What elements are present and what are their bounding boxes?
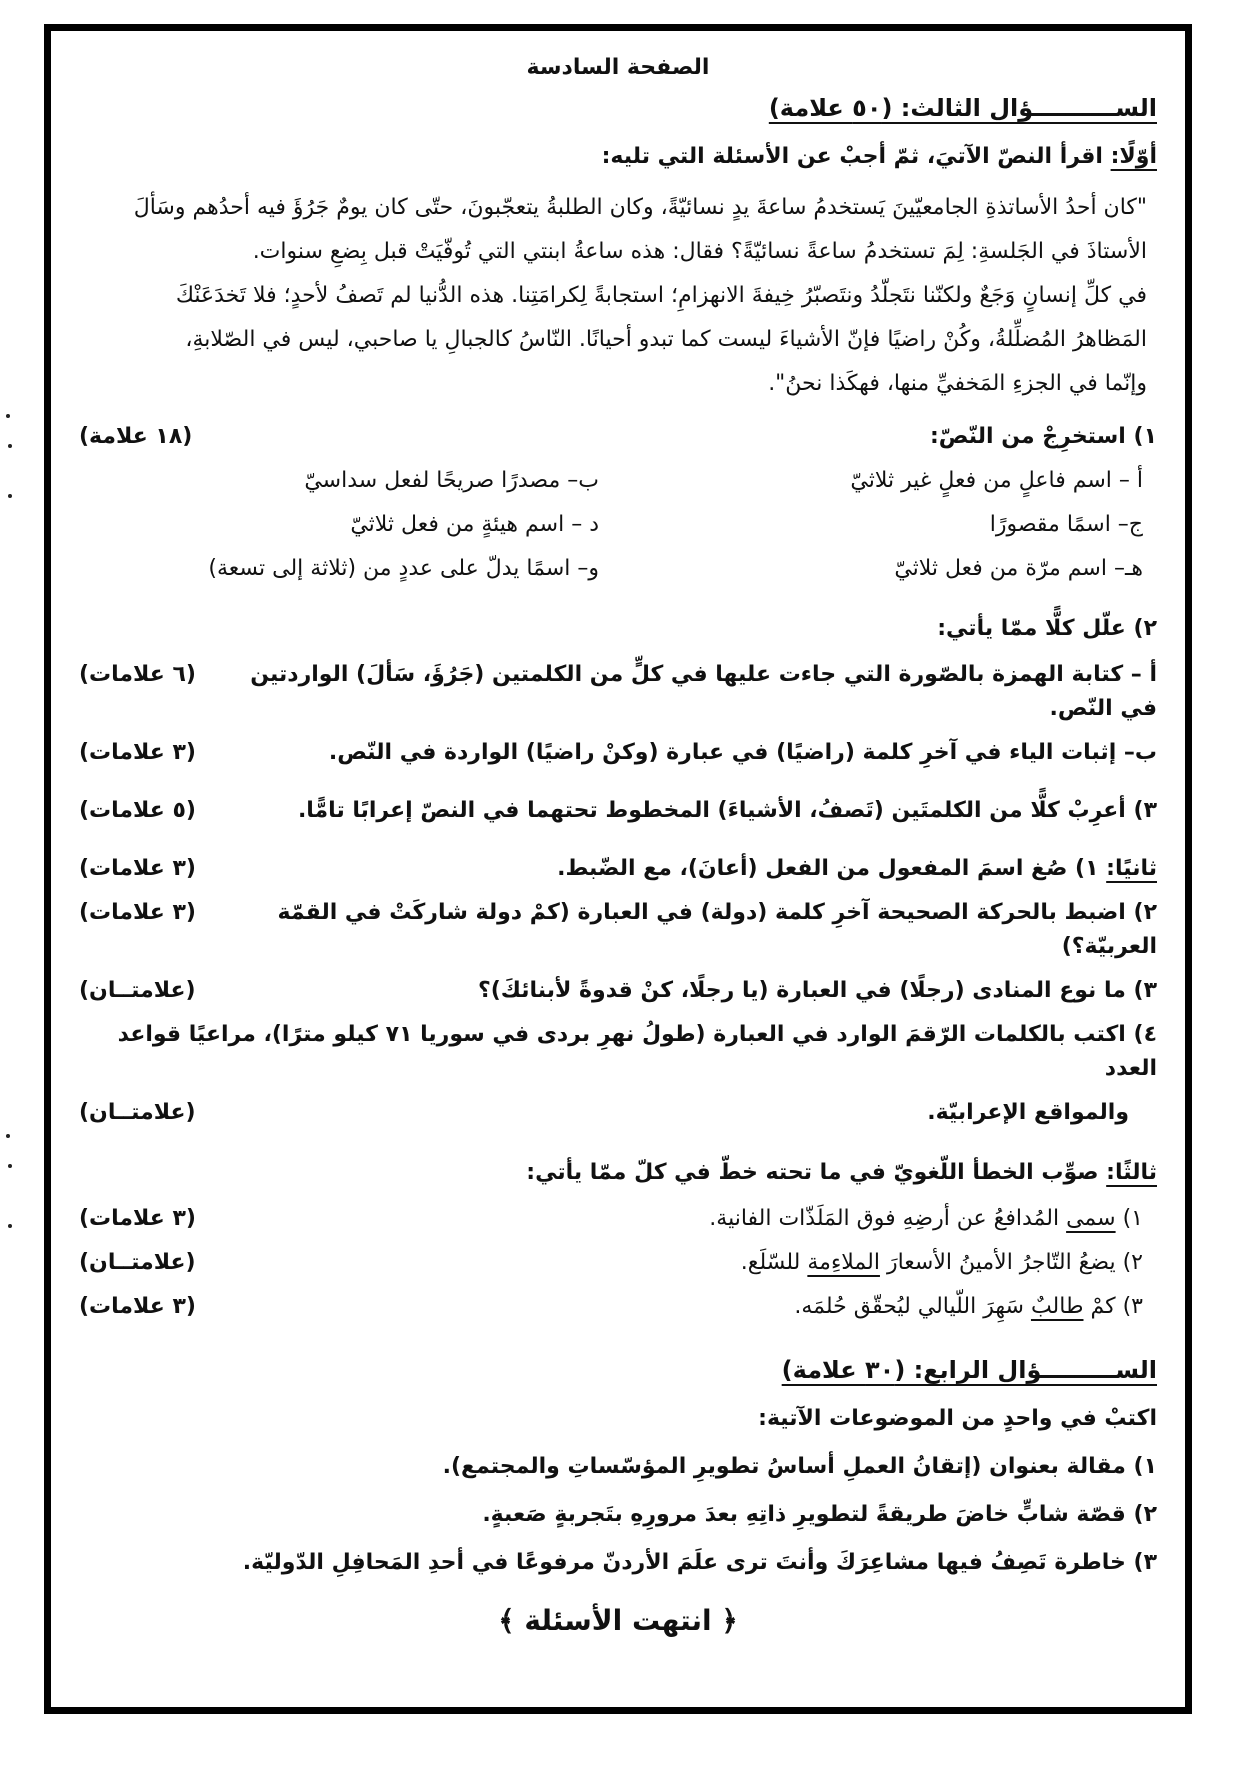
second-item-4: ٤) اكتب بالكلمات الرّقمَ الوارد في العبارة (طولُ نهرِ بردى في سوريا ٧١ كيلو مترًا)، مراعيًا قواعد العدد [117,1022,1157,1081]
passage-line: وإنّما في الجزءِ المَخفيِّ منها، فهكَذا نحنُ". [768,371,1147,396]
exam-page-frame [44,24,1192,1714]
second-item-2-row [79,896,1157,964]
q1-item-c: ج– اسمًا مقصورًا [989,512,1143,537]
passage-line: الأستاذَ في الجَلسةِ: لِمَ تستخدمُ ساعةً نسائيّةً؟ فقال: هذه ساعةُ ابنتي التي تُوفّيَتْ قبل بِضعِ سنوات. [252,239,1147,264]
third-item-3-row [79,1290,1157,1324]
q1-item-b: ب– مصدرًا صريحًا لفعل سداسيّ [304,468,599,493]
q1-extract-marks: (١٨ علامة) [79,424,193,449]
section-third-instruction-text: صوِّب الخطأ اللّغويّ في ما تحته خطّ في كلّ ممّا يأتي: [526,1160,1099,1185]
second-item-4-row [79,1018,1157,1086]
second-item-4-cont: والمواقع الإعرابيّة. [927,1100,1129,1125]
third-item-3-prefix: ٣) كمْ [1083,1294,1143,1319]
q2-item-a-row [79,658,1157,726]
q4-topic-2: ٢) قصّة شابٍّ خاضَ طريقةً لتطويرِ ذاتِهِ بعدَ مرورِهِ بتَجربةٍ صَعبةٍ. [482,1502,1157,1527]
page-title: الصفحة السادسة [526,55,710,80]
q2-item-a-marks: (٦ علامات) [79,662,196,687]
question-3-heading-text: الســــــــــؤال الثالث: (٥٠ علامة) [768,94,1157,122]
q2-item-b-row [79,736,1157,770]
passage-line: المَظاهرُ المُضلِّلةُ، وكُنْ راضيًا فإنّ الأشياءَ ليست كما تبدو أحيانًا. النّاسُ كالجبالِ يا صاحبي، ليس في الصّلابةِ، [185,327,1147,352]
margin-dot [6,1134,10,1138]
q3-parse-marks: (٥ علامات) [79,798,196,823]
second-item-4-marks: (علامتــان) [79,1100,196,1125]
q1-items-row [79,508,1157,542]
q1-extract [79,420,1157,454]
passage-line: في كلِّ إنسانٍ وَجَعٌ ولكنّنا نتَجلّدُ ونتَصبّرُ خِيفةَ الانهزامِ؛ استجابةً لِكرامَتِنا. هذه الدُّنيا لم تَصفُ لأحدٍ؛ فلا تَخدَعَنْكَ [175,283,1147,308]
q1-extract-text: ١) استخرِجْ من النّصّ: [929,424,1157,449]
second-item-3-marks: (علامتــان) [79,978,196,1003]
third-item-3 [247,1290,1157,1324]
margin-dot [8,1164,12,1168]
third-item-2-marks: (علامتــان) [79,1250,196,1275]
margin-dot [8,1224,12,1228]
third-item-2-prefix: ٢) يضعُ التّاجرُ الأمينُ الأسعارَ [879,1250,1143,1275]
q3-parse-row [79,794,1157,828]
third-item-3-marks: (٣ علامات) [79,1294,196,1319]
second-item-1: ١) صُغ اسمَ المفعول من الفعل (أعانَ)، مع الضّبط. [557,856,1099,881]
question-4-heading [79,1356,1157,1384]
third-item-1-row [79,1202,1157,1236]
q4-topic-3: ٣) خاطرة تَصِفُ فيها مشاعِرَكَ وأنتَ ترى علَمَ الأردنّ مرفوعًا في أحدِ المَحافِلِ الدّوليّة. [242,1550,1157,1575]
second-item-4-cont-row [79,1096,1157,1130]
q1-item-e: هـ– اسم مرّة من فعل ثلاثيّ [894,556,1143,581]
spacer [79,780,1157,794]
second-item-1-wrap [247,852,1157,886]
q4-topic-1: ١) مقالة بعنوان (إتقانُ العملِ أساسُ تطويرِ المؤسّساتِ والمجتمع). [442,1454,1157,1479]
passage-line: "كان أحدُ الأساتذةِ الجامعيّينَ يَستخدمُ ساعةَ يدٍ نسائيّةً، وكان الطلبةُ يتعجّبونَ، حتّى كان يومٌ جَرُؤَ فيه أحدُهم وسَألَ [133,195,1147,220]
q2-item-a: أ – كتابة الهمزة بالصّورة التي جاءت عليها في كلٍّ من الكلمتين (جَرُؤَ، سَألَ) الواردتين في النّص. [250,662,1157,721]
question-4-heading-text: الســـــــــؤال الرابع: (٣٠ علامة) [781,1356,1157,1384]
third-item-1-marks: (٣ علامات) [79,1206,196,1231]
q2-justify: ٢) علّل كلًّا ممّا يأتي: [937,616,1157,641]
q4-instruction: اكتبْ في واحدٍ من الموضوعات الآتية: [758,1406,1157,1431]
q1-item-a: أ – اسم فاعلٍ من فعلٍ غير ثلاثيّ [850,468,1143,493]
margin-dot [8,444,12,448]
section-first-instruction [79,138,1157,176]
third-item-3-underlined: طالبٌ [1030,1294,1084,1319]
third-item-2-rest: للسّلَع. [740,1250,808,1275]
q2-item-b-marks: (٣ علامات) [79,740,196,765]
third-item-1-prefix: ١) [1115,1206,1143,1231]
section-third-instruction [79,1154,1157,1192]
reading-passage [79,186,1157,406]
q3-parse: ٣) أعرِبْ كلًّا من الكلمتَين (تَصفُ، الأشياءَ) المخطوط تحتهما في النصّ إعرابًا تامًّا. [297,798,1157,823]
spacer [79,838,1157,852]
spacer [79,596,1157,610]
third-item-1 [247,1202,1157,1236]
section-second-label: ثانيًا: [1106,856,1157,881]
third-item-2-row [79,1246,1157,1280]
second-item-3: ٣) ما نوع المنادى (رجلًا) في العبارة (يا رجلًا، كنْ قدوةً لأبنائكَ)؟ [477,978,1157,1003]
q1-item-d: د – اسم هيئةٍ من فعل ثلاثيّ [350,512,599,537]
third-item-3-rest: سَهِرَ اللّيالي ليُحقّق حُلمَه. [794,1294,1031,1319]
q2-item-b: ب– إثبات الياء في آخرِ كلمة (راضيًا) في عبارة (وكنْ راضيًا) الواردة في النّص. [328,740,1157,765]
question-3-heading [79,94,1157,122]
third-item-1-underlined: سمى [1066,1206,1116,1231]
q1-items-row [79,552,1157,586]
spacer [79,1140,1157,1154]
third-item-2 [247,1246,1157,1280]
exam-page [51,31,1185,1661]
second-item-2: ٢) اضبط بالحركة الصحيحة آخرِ كلمة (دولة) في العبارة (كمْ دولة شاركَتْ في القمّة العربيّة؟) [277,900,1157,959]
q1-items-row [79,464,1157,498]
margin-dot [8,494,12,498]
q1-item-f: و– اسمًا يدلّ على عددٍ من (ثلاثة إلى تسعة) [208,556,599,581]
end-of-questions: ﴿ انتهت الأسئلة ﴾ [498,1604,738,1637]
section-third-label: ثالثًا: [1106,1160,1157,1185]
third-item-1-rest: المُدافعُ عن أرضِهِ فوق المَلَذّات الفانية. [709,1206,1067,1231]
second-item-2-marks: (٣ علامات) [79,900,196,925]
second-item-3-row [79,974,1157,1008]
section-first-instruction-text: اقرأ النصّ الآتيَ، ثمّ أجبْ عن الأسئلة التي تليه: [601,144,1103,169]
margin-dot [6,414,10,418]
section-first-label: أوّلًا: [1110,144,1157,169]
second-item-1-row [79,852,1157,886]
spacer [79,1334,1157,1348]
third-item-2-underlined: الملاءِمة [807,1250,880,1275]
second-item-1-marks: (٣ علامات) [79,856,196,881]
